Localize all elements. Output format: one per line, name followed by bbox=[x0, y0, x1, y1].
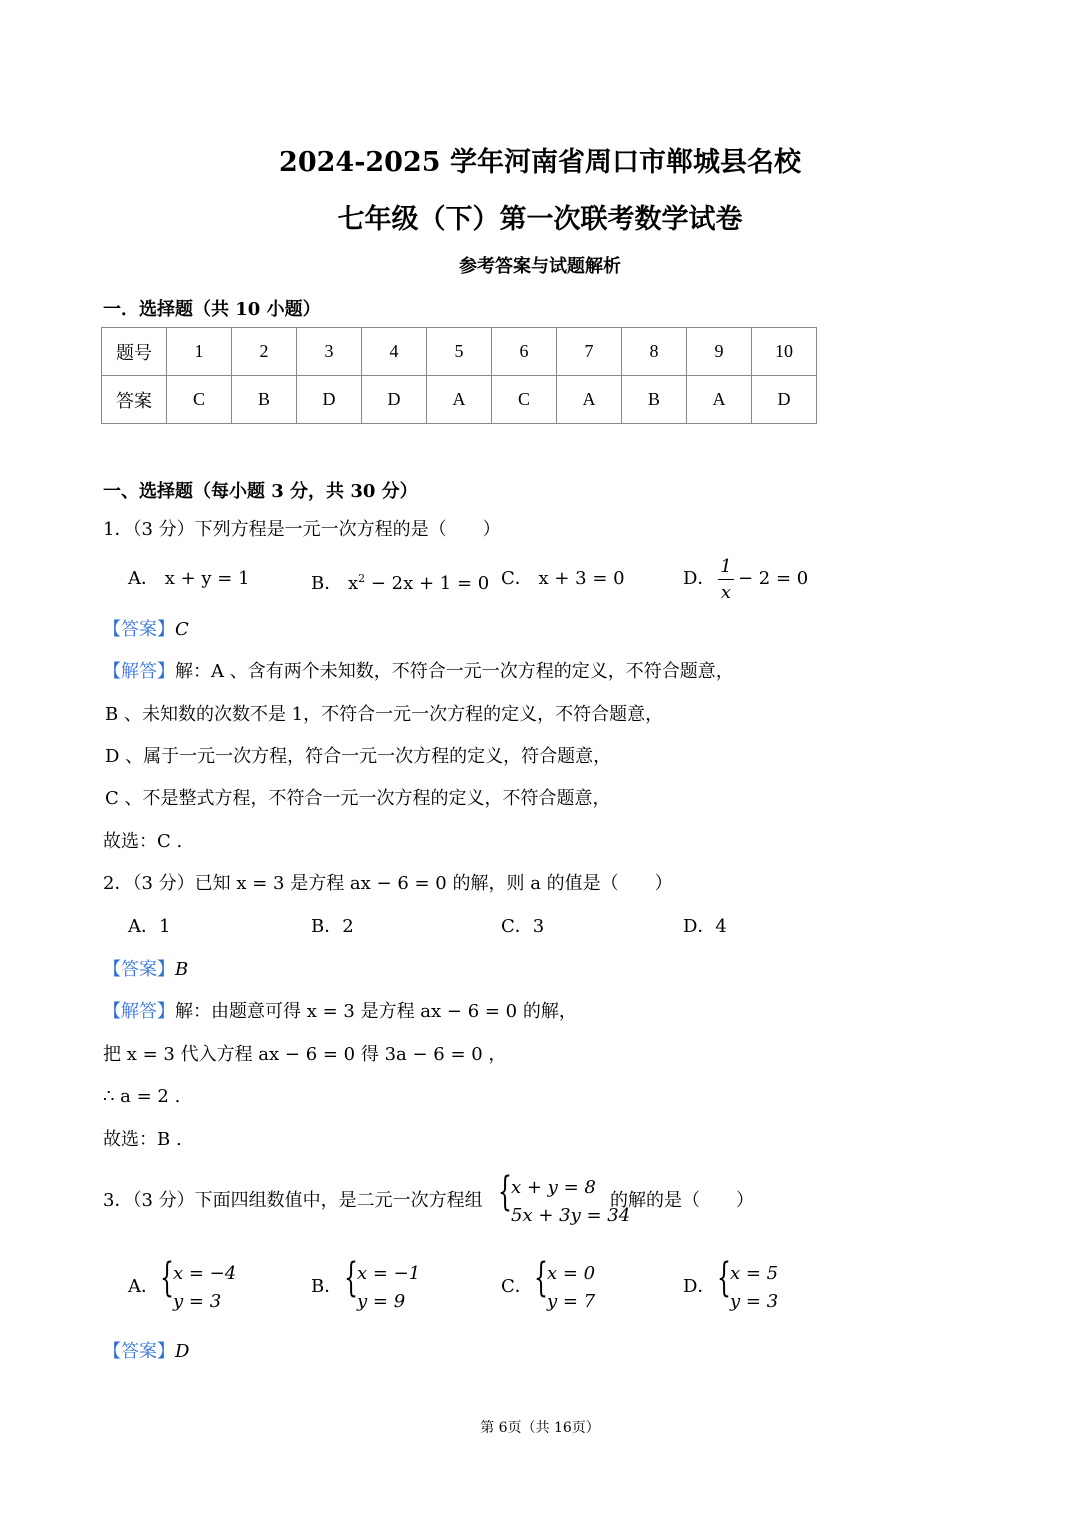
cell-ans: B bbox=[232, 376, 297, 424]
table-row-answers bbox=[102, 376, 817, 424]
page-footer: 第 6页（共 16页） bbox=[480, 1420, 600, 1436]
cell-ans: B bbox=[622, 376, 687, 424]
q1-option-b-sup: 2 bbox=[358, 572, 366, 585]
cell-ans: C bbox=[492, 376, 557, 424]
q3-answer-value: D bbox=[175, 1341, 190, 1362]
q3-system-brace: { bbox=[498, 1169, 512, 1215]
q3-stem-pre: 3．（3 分）下面四组数值中，是二元一次方程组 bbox=[103, 1190, 483, 1211]
q3-stem-post: 的解的是（ ） bbox=[610, 1190, 754, 1211]
doc-subtitle: 参考答案与试题解析 bbox=[459, 256, 621, 277]
cell-num: 2 bbox=[232, 328, 297, 376]
q3-option-a-eq1: x = −4 bbox=[173, 1263, 237, 1284]
cell-num: 1 bbox=[167, 328, 232, 376]
q1-analysis-line: C 、不是整式方程，不符合一元一次方程的定义，不符合题意， bbox=[105, 788, 611, 809]
q3-answer bbox=[103, 1340, 189, 1364]
summary-heading: 一．选择题（共 10 小题） bbox=[103, 299, 321, 320]
answer-table bbox=[101, 327, 817, 424]
q1-option-d-denominator: x bbox=[720, 582, 732, 603]
q3-option-d-eq1: x = 5 bbox=[730, 1263, 779, 1284]
q3-option-c-label: C． bbox=[501, 1276, 533, 1297]
q1-option-c: C． x + 3 = 0 bbox=[501, 568, 625, 589]
cell-num: 7 bbox=[557, 328, 622, 376]
cell-ans: A bbox=[427, 376, 492, 424]
cell-num: 8 bbox=[622, 328, 687, 376]
q1-stem: 1．（3 分）下列方程是一元一次方程的是（ ） bbox=[103, 519, 501, 540]
cell-num: 9 bbox=[687, 328, 752, 376]
q3-option-b-brace: { bbox=[344, 1255, 358, 1301]
row-label-ans: 答案 bbox=[102, 376, 167, 424]
cell-ans: D bbox=[362, 376, 427, 424]
analysis-tag: 【解答】 bbox=[103, 1001, 175, 1022]
q2-option-d: D．4 bbox=[683, 916, 727, 937]
cell-ans: C bbox=[167, 376, 232, 424]
q3-option-b-eq1: x = −1 bbox=[357, 1263, 421, 1284]
q2-answer bbox=[103, 958, 188, 982]
cell-ans: D bbox=[297, 376, 362, 424]
q2-answer-value: B bbox=[175, 959, 189, 980]
q3-option-d-eq2: y = 3 bbox=[730, 1291, 779, 1312]
q2-stem: 2．（3 分）已知 x = 3 是方程 ax − 6 = 0 的解，则 a 的值是（ ） bbox=[103, 873, 673, 894]
cell-ans: D bbox=[752, 376, 817, 424]
q3-option-a-label: A． bbox=[128, 1276, 159, 1297]
q3-option-a-brace: { bbox=[160, 1255, 174, 1301]
q2-option-a: A．1 bbox=[128, 916, 171, 937]
doc-title-line2: 七年级（下）第一次联考数学试卷 bbox=[337, 204, 743, 235]
cell-num: 5 bbox=[427, 328, 492, 376]
q3-system-eq2: 5x + 3y = 34 bbox=[511, 1205, 631, 1226]
q1-analysis-line bbox=[103, 660, 734, 684]
q1-answer bbox=[103, 618, 189, 642]
answer-tag: 【答案】 bbox=[103, 959, 175, 980]
q1-option-d-fraction-bar bbox=[718, 579, 734, 580]
q1-option-d-numerator: 1 bbox=[720, 556, 732, 577]
analysis-tag: 【解答】 bbox=[103, 661, 175, 682]
q1-analysis-line: D 、属于一元一次方程，符合一元一次方程的定义，符合题意， bbox=[105, 746, 612, 767]
q2-analysis-line: 把 x = 3 代入方程 ax − 6 = 0 得 3a − 6 = 0 ， bbox=[103, 1044, 507, 1065]
q2-analysis-line: 故选：B . bbox=[103, 1129, 182, 1150]
doc-title-line1: 2024-2025 学年河南省周口市郸城县名校 bbox=[279, 147, 801, 178]
q3-option-b-eq2: y = 9 bbox=[357, 1291, 406, 1312]
answer-tag: 【答案】 bbox=[103, 619, 175, 640]
cell-num: 10 bbox=[752, 328, 817, 376]
q1-analysis-text: 解：A 、含有两个未知数，不符合一元一次方程的定义，不符合题意， bbox=[175, 661, 734, 682]
q3-option-b-label: B． bbox=[311, 1276, 343, 1297]
cell-num: 3 bbox=[297, 328, 362, 376]
cell-num: 4 bbox=[362, 328, 427, 376]
q1-analysis-line: B 、未知数的次数不是 1，不符合一元一次方程的定义，不符合题意， bbox=[105, 704, 664, 725]
q1-option-b bbox=[311, 567, 489, 596]
q3-option-d-brace: { bbox=[717, 1255, 731, 1301]
q3-option-c-eq2: y = 7 bbox=[547, 1291, 596, 1312]
q2-analysis-line: ∴ a = 2 . bbox=[103, 1086, 181, 1107]
q2-analysis-text: 解：由题意可得 x = 3 是方程 ax − 6 = 0 的解， bbox=[175, 1001, 577, 1022]
cell-ans: A bbox=[687, 376, 752, 424]
q1-option-a: A． x + y = 1 bbox=[128, 568, 250, 589]
q3-option-c-brace: { bbox=[534, 1255, 548, 1301]
table-row-numbers bbox=[102, 328, 817, 376]
q1-option-d-label: D． bbox=[683, 568, 716, 589]
answer-tag: 【答案】 bbox=[103, 1341, 175, 1362]
section-heading: 一、选择题（每小题 3 分，共 30 分） bbox=[103, 481, 418, 502]
q3-option-d-label: D． bbox=[683, 1276, 716, 1297]
q1-option-b-pre: B． x bbox=[311, 573, 359, 594]
q3-option-c-eq1: x = 0 bbox=[547, 1263, 596, 1284]
q2-option-c: C．3 bbox=[501, 916, 545, 937]
q1-analysis-line: 故选：C . bbox=[103, 831, 183, 852]
cell-num: 6 bbox=[492, 328, 557, 376]
q1-option-d-rest: − 2 = 0 bbox=[738, 568, 809, 589]
cell-ans: A bbox=[557, 376, 622, 424]
q3-option-a-eq2: y = 3 bbox=[173, 1291, 222, 1312]
q3-system-eq1: x + y = 8 bbox=[511, 1177, 596, 1198]
row-label-num: 题号 bbox=[102, 328, 167, 376]
q2-option-b: B．2 bbox=[311, 916, 354, 937]
q2-analysis-line bbox=[103, 1000, 577, 1024]
q1-option-b-post: − 2x + 1 = 0 bbox=[365, 573, 490, 594]
q1-answer-value: C bbox=[175, 619, 189, 640]
